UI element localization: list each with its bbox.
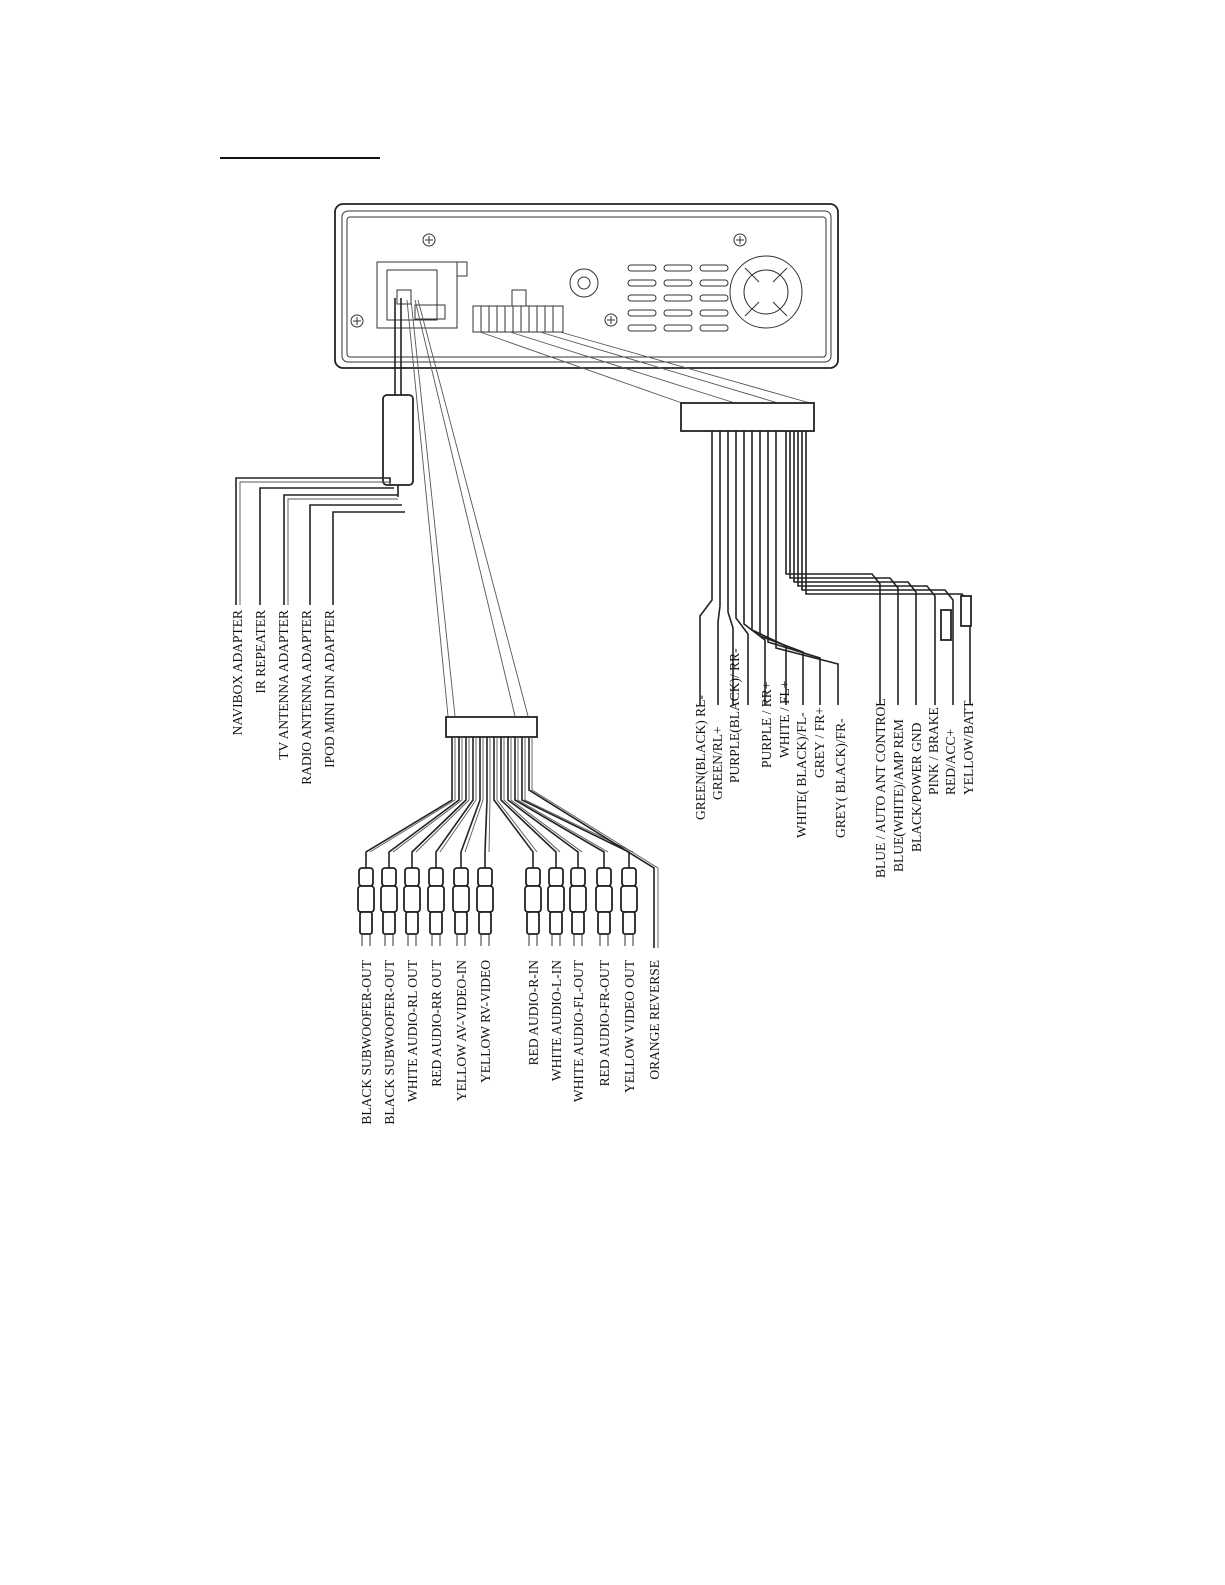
rca-labels	[359, 959, 662, 1124]
rca-plug	[596, 868, 612, 946]
speaker-wire	[760, 431, 803, 705]
harness-wire-label: YELLOW/BATT	[961, 700, 976, 795]
inline-fuses	[941, 596, 971, 640]
rca-plug	[428, 868, 444, 946]
harness-wire-label: GREEN(BLACK) RL-	[693, 695, 708, 820]
harness-wire-label: WHITE( BLACK)/FL-	[794, 712, 809, 838]
rca-plug	[525, 868, 541, 946]
harness-wire-label: BLACK/POWER GND	[909, 722, 924, 852]
power-wire	[798, 431, 935, 705]
antenna-adapter-label: RADIO ANTENNA ADAPTER	[299, 610, 314, 785]
rca-connector-label: YELLOW RV-VIDEO	[478, 960, 493, 1084]
antenna-labels	[230, 610, 337, 785]
harness-wire-label: PURPLE / RR+	[759, 681, 774, 768]
harness-wire-label: WHITE / FL+	[777, 680, 792, 758]
rca-wire-shield	[416, 737, 469, 852]
antenna-adapter-label: TV ANTENNA ADAPTER	[276, 610, 291, 760]
speaker-wire	[744, 431, 765, 705]
rca-connector-label: YELLOW VIDEO OUT	[622, 960, 637, 1093]
rca-connector-label: ORANGE REVERSE	[647, 960, 662, 1080]
rca-wire	[485, 737, 487, 868]
antenna-adapter-label: NAVIBOX ADAPTER	[230, 610, 245, 736]
rca-plug	[404, 868, 420, 946]
harness-wire-label: GREY( BLACK)/FR-	[833, 718, 848, 838]
speaker-wire	[718, 431, 720, 705]
harness-wire-label: PURPLE(BLACK)/ RR-	[727, 648, 742, 783]
rca-wire	[522, 737, 629, 868]
head-unit-rear-panel	[335, 204, 838, 368]
speaker-wire	[700, 431, 712, 705]
rca-connector-label: BLACK SUBWOOFER-OUT	[382, 960, 397, 1125]
rca-plug	[621, 868, 637, 946]
harness-wire-label: RED/ACC+	[943, 728, 958, 795]
harness-wire-label: GREEN/RL+	[710, 726, 725, 800]
power-wire	[806, 431, 970, 705]
rca-connector-label: BLACK SUBWOOFER-OUT	[359, 960, 374, 1125]
rca-connector-label: RED AUDIO-R-IN	[526, 960, 541, 1066]
rca-connector-label: RED AUDIO-RR OUT	[429, 960, 444, 1087]
rca-connector-label: WHITE AUDIO-FL-OUT	[571, 960, 586, 1103]
harness-wire-label: BLUE(WHITE)/AMP REM	[891, 719, 906, 872]
harness-wire-label: PINK / BRAKE	[926, 707, 941, 795]
rca-plug	[358, 868, 374, 946]
rca-wire-shield	[497, 737, 537, 852]
rca-connector-label: RED AUDIO-FR-OUT	[597, 960, 612, 1087]
rca-connector-label: WHITE AUDIO-RL OUT	[405, 960, 420, 1102]
harness-wire-label: GREY / FR+	[812, 707, 827, 778]
harness-labels	[693, 648, 976, 878]
power-wire	[786, 431, 880, 705]
power-wire	[802, 431, 953, 705]
rca-connector-label: WHITE AUDIO-L-IN	[549, 960, 564, 1082]
rca-plug	[570, 868, 586, 946]
rca-plug	[381, 868, 397, 946]
rca-plugs	[358, 868, 637, 946]
rca-plug	[548, 868, 564, 946]
antenna-adapter-label: IR REPEATER	[253, 610, 268, 694]
harness-wire-label: BLUE / AUTO ANT CONTROL	[873, 698, 888, 878]
antenna-adapter-label: IPOD MINI DIN ADAPTER	[322, 610, 337, 768]
rca-plug	[477, 868, 493, 946]
rca-wire-shield	[489, 737, 490, 852]
speaker-wire	[752, 431, 786, 705]
rca-plug	[453, 868, 469, 946]
rca-connector-label: YELLOW AV-VIDEO-IN	[454, 960, 469, 1102]
